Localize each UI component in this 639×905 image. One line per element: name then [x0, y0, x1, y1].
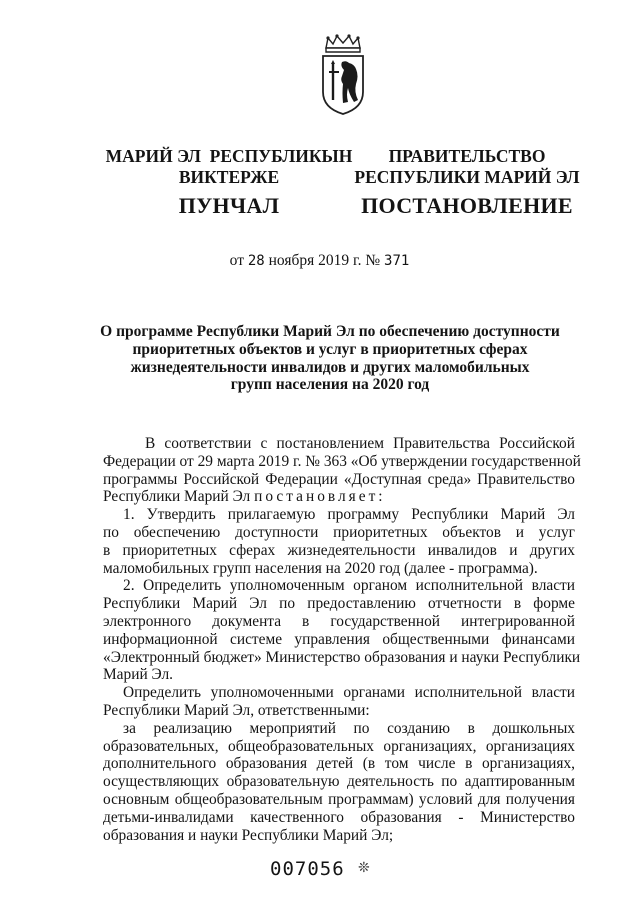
body-line: за реализацию мероприятий по созданию в дошкольных — [123, 719, 575, 737]
title-line: жизнедеятельности инвалидов и других маломобильных — [130, 358, 530, 376]
body-line: основным общеобразовательным программам) условий для получения — [103, 790, 575, 808]
body-line: 2. Определить уполномоченным органом исполнительной власти — [123, 577, 575, 595]
header-left-line1: МАРИЙ ЭЛ РЕСПУБЛИКЫН — [105, 146, 353, 166]
body-line: осуществляющих образовательную деятельность по адаптированным — [103, 773, 575, 791]
body-line: информационной системе управления общественными финансами — [103, 630, 575, 648]
serial-number: 007056 — [270, 858, 345, 880]
body-line: детьми-инвалидами качественного образования - Министерство — [103, 808, 575, 826]
date-day: 28 — [247, 253, 265, 269]
body-line: образовательных, общеобразовательных организациях, организациях — [103, 737, 575, 755]
body-line: дополнительного образования детей (в том числе в организациях, — [103, 755, 575, 773]
asterisk-ornament-icon: ❊ — [358, 861, 370, 876]
body-line: в приоритетных сферах жизнедеятельности инвалидов и других — [103, 541, 575, 559]
body-line: 1. Утвердить прилагаемую программу Республики Марий Эл — [123, 506, 575, 524]
title-line: групп населения на 2020 год — [230, 376, 430, 394]
resolution-word: постановляет: — [254, 488, 386, 506]
date-prefix: от — [229, 252, 244, 269]
header-right-line1: ПРАВИТЕЛЬСТВО — [388, 146, 546, 166]
body-line: Марий Эл. — [103, 666, 174, 684]
date-middle: ноября 2019 г. № — [268, 252, 381, 269]
body-line: Республики Марий Эл по предоставлению отчетности в форме — [103, 595, 575, 613]
body-line: В соответствии с постановлением Правительства Российской — [145, 435, 575, 452]
document-date-line — [0, 252, 639, 270]
body-line: электронного документа в государственной интегрированной — [103, 612, 575, 630]
document-body — [103, 435, 581, 844]
body-line: программы Российской Федерации «Доступная среда» Правительство — [103, 470, 575, 488]
body-line: маломобильных групп населения на 2020 год (далее - программа). — [103, 559, 538, 577]
header-left-line2: ВИКТЕРЖЕ — [178, 167, 280, 187]
header-left — [88, 145, 370, 225]
header-right-line2: РЕСПУБЛИКИ МАРИЙ ЭЛ — [354, 167, 580, 187]
document-title — [90, 323, 570, 394]
body-line: Республики Марий Эл, ответственными: — [103, 701, 370, 719]
coat-of-arms-icon — [318, 34, 368, 116]
body-line: по обеспечению доступности приоритетных объектов и услуг — [103, 523, 575, 541]
header-right-doc-type: ПОСТАНОВЛЕНИЕ — [361, 193, 573, 218]
header-left-doc-type: ПУНЧАЛ — [178, 193, 280, 218]
title-line: приоритетных объектов и услуг в приоритетных сферах — [132, 340, 528, 358]
title-line: О программе Республики Марий Эл по обеспечению доступности — [100, 323, 560, 340]
body-line: «Электронный бюджет» Министерство образования и науки Республики — [103, 648, 581, 666]
body-line: образования и науки Республики Марий Эл; — [103, 826, 394, 844]
body-line: Определить уполномоченными органами исполнительной власти — [123, 684, 575, 702]
header-right — [345, 145, 589, 225]
body-line-text: Республики Марий Эл — [103, 488, 251, 506]
body-line — [103, 488, 575, 506]
document-number: 371 — [384, 253, 410, 269]
body-line: Федерации от 29 марта 2019 г. № 363 «Об утверждении государственной — [103, 452, 581, 470]
